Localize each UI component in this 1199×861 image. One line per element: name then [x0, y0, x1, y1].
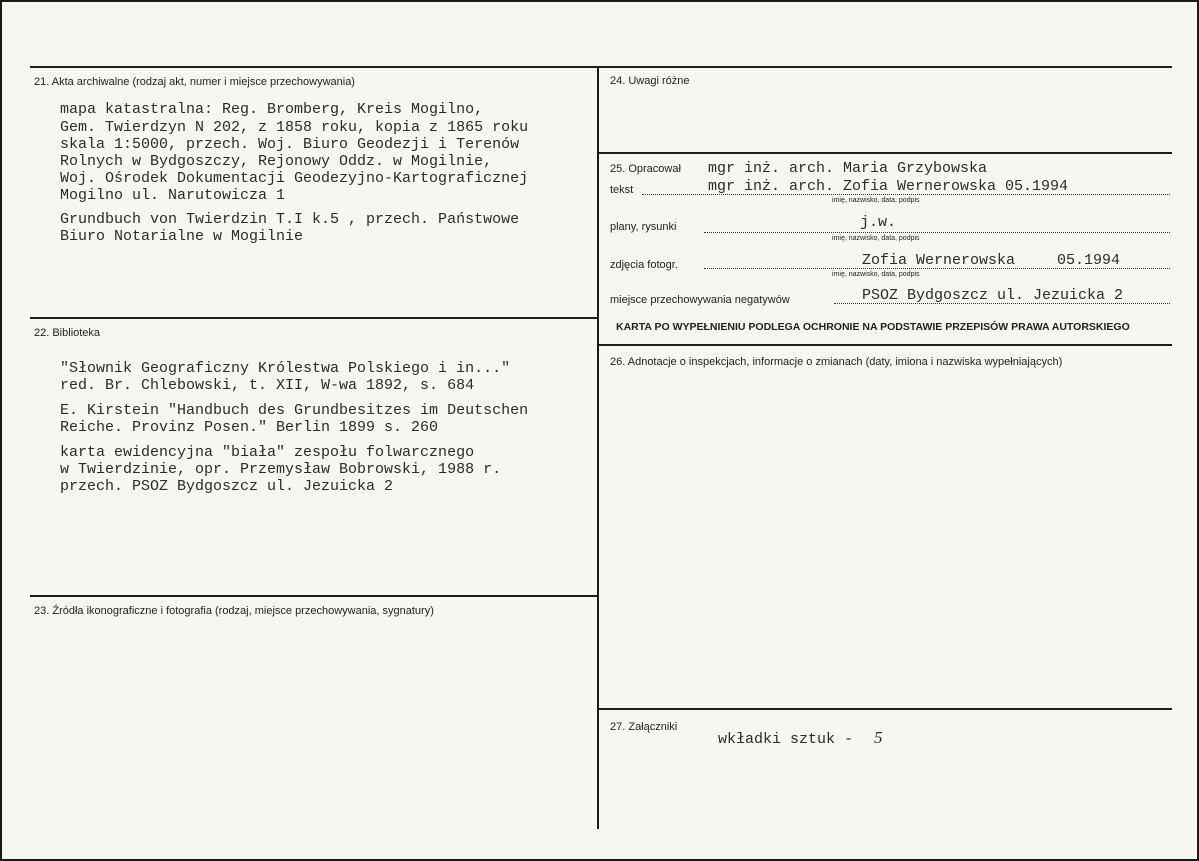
- section-21-label: 21. Akta archiwalne (rodzaj akt, numer i miejsce przechowywania): [34, 76, 355, 88]
- tekst-label: tekst: [610, 184, 634, 196]
- bibliography-line: red. Br. Chlebowski, t. XII, W-wa 1892, s. 684: [60, 377, 475, 394]
- section-23-label: 23. Źródła ikonograficzne i fotografia (rodzaj, miejsce przechowywania, sygnatury): [34, 605, 434, 617]
- negatywy-value: PSOZ Bydgoszcz ul. Jezuicka 2: [862, 287, 1124, 304]
- archival-line: Biuro Notarialne w Mogilnie: [60, 228, 304, 245]
- top-rule: [30, 66, 1172, 68]
- plany-caption: imię, nazwisko, data, podpis: [832, 235, 920, 242]
- plany-value: j.w.: [860, 214, 897, 231]
- bibliography-line: karta ewidencyjna "biała" zespołu folwarcznego: [60, 444, 475, 461]
- archival-line: Rolnych w Bydgoszczy, Rejonowy Oddz. w Mogilnie,: [60, 153, 493, 170]
- tekst-value: mgr inż. arch. Zofia Wernerowska 05.1994: [708, 178, 1069, 195]
- zdjecia-date: 05.1994: [1057, 252, 1121, 269]
- archival-line: Gem. Twierdzyn N 202, z 1858 roku, kopia z 1865 roku: [60, 119, 529, 136]
- record-card: [2, 2, 1197, 859]
- rule-21-22: [30, 317, 598, 319]
- center-divider: [597, 66, 599, 829]
- tekst-caption: imię, nazwisko, data, podpis: [832, 197, 920, 204]
- bibliography-line: E. Kirstein "Handbuch des Grundbesitzes im Deutschen: [60, 402, 529, 419]
- zdjecia-caption: imię, nazwisko, data, podpis: [832, 271, 920, 278]
- plany-dotted-line: [704, 232, 1170, 233]
- attachments-count: 5: [874, 728, 883, 747]
- archival-line: mapa katastralna: Reg. Bromberg, Kreis Mogilno,: [60, 101, 484, 118]
- negatywy-label: miejsce przechowywania negatywów: [610, 294, 790, 306]
- archival-line: Grundbuch von Twierdzin T.I k.5 , przech. Państwowe: [60, 211, 520, 228]
- rule-24-25: [598, 152, 1172, 154]
- bibliography-line: Reiche. Provinz Posen." Berlin 1899 s. 260: [60, 419, 439, 436]
- section-26-label: 26. Adnotacje o inspekcjach, informacje o zmianach (daty, imiona i nazwiska wypełniających): [610, 356, 1063, 368]
- rule-22-23: [30, 595, 598, 597]
- bibliography-line: w Twierdzinie, opr. Przemysław Bobrowski, 1988 r.: [60, 461, 502, 478]
- section-24-label: 24. Uwagi różne: [610, 75, 690, 87]
- bibliography-line: "Słownik Geograficzny Królestwa Polskiego i in...": [60, 360, 511, 377]
- copyright-notice: KARTA PO WYPEŁNIENIU PODLEGA OCHRONIE NA PODSTAWIE PRZEPISÓW PRAWA AUTORSKIEGO: [616, 321, 1130, 333]
- archival-line: Woj. Ośrodek Dokumentacji Geodezyjno-Kartograficznej: [60, 170, 529, 187]
- zdjecia-label: zdjęcia fotogr.: [610, 259, 678, 271]
- archival-line: skala 1:5000, przech. Woj. Biuro Geodezji i Terenów: [60, 136, 520, 153]
- rule-25-26: [598, 344, 1172, 346]
- bibliography-line: przech. PSOZ Bydgoszcz ul. Jezuicka 2: [60, 478, 394, 495]
- author-primary: mgr inż. arch. Maria Grzybowska: [708, 160, 988, 177]
- zdjecia-name: Zofia Wernerowska: [862, 252, 1016, 269]
- archival-line: Mogilno ul. Narutowicza 1: [60, 187, 286, 204]
- rule-26-27: [598, 708, 1172, 710]
- section-27-label: 27. Załączniki: [610, 721, 678, 733]
- plany-label: plany, rysunki: [610, 221, 677, 233]
- section-25-label: 25. Opracował: [610, 163, 681, 175]
- section-22-label: 22. Biblioteka: [34, 327, 101, 339]
- attachments-value: wkładki sztuk -: [718, 731, 854, 748]
